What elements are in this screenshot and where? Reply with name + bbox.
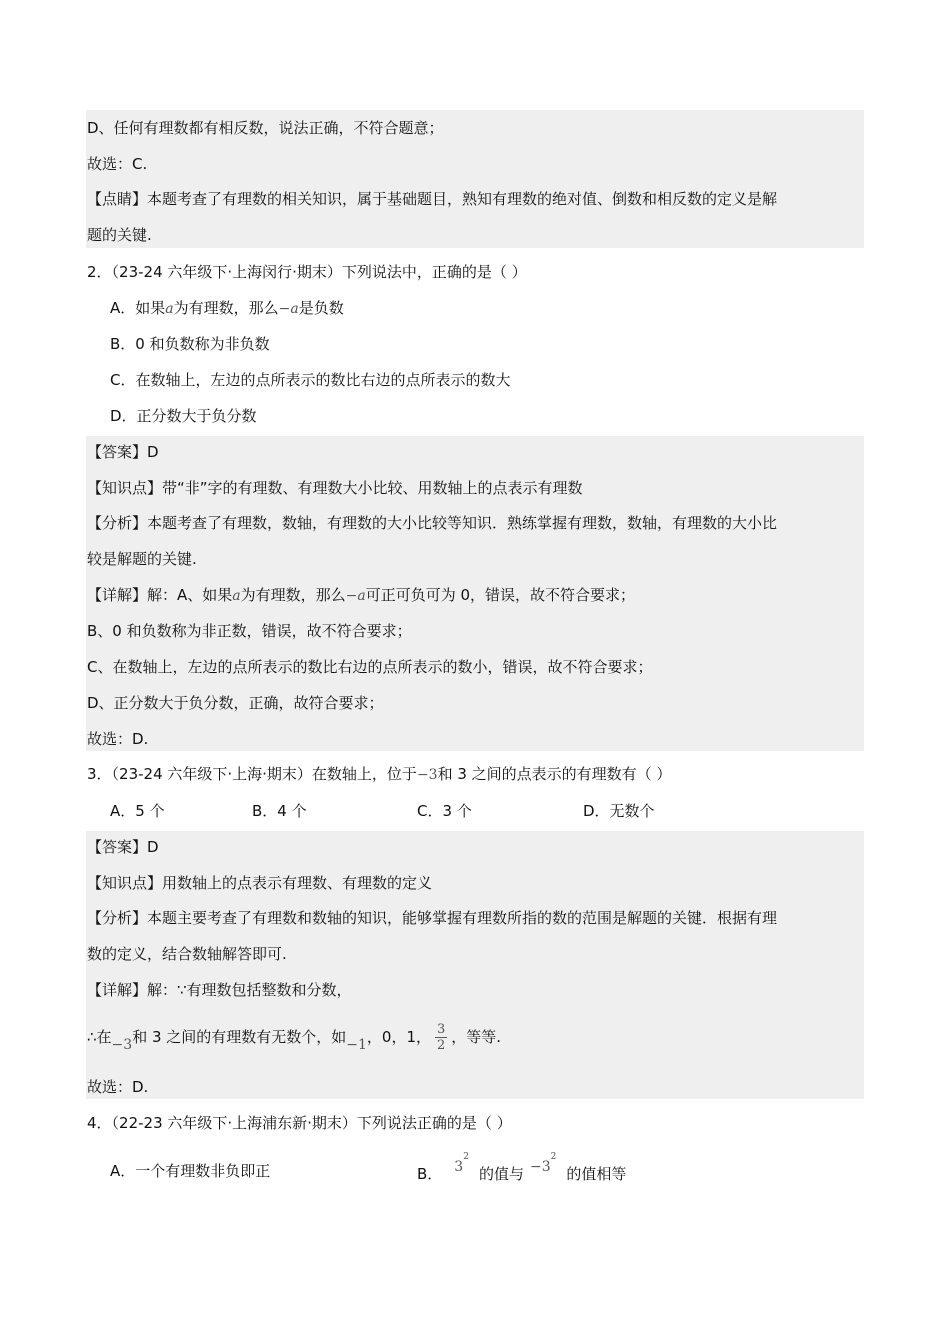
- q3-detail2-post: ，等等.: [451, 1028, 502, 1046]
- q2-analysis-line2: 较是解题的关键.: [87, 550, 197, 568]
- q3-answer: 【答案】D: [87, 838, 159, 856]
- q3-choice: 故选：D.: [87, 1078, 149, 1096]
- q2-option-a-var: a: [165, 301, 174, 317]
- q2-knowledge: 【知识点】带“非”字的有理数、有理数大小比较、用数轴上的点表示有理数: [87, 479, 583, 497]
- q3-option-d: D．无数个: [583, 802, 655, 820]
- q2-option-a-post: 是负数: [298, 299, 344, 317]
- q2-detail-a: [87, 585, 635, 606]
- q3-option-a: A．5 个: [110, 802, 165, 820]
- q2-detail-mid: 为有理数，那么: [240, 586, 346, 604]
- q2-option-b: B．0 和负数称为非负数: [110, 335, 270, 353]
- q4-option-b-pre: B．: [417, 1165, 443, 1183]
- q4-option-b-power1-exp: 2: [463, 1152, 469, 1162]
- q4-option-a: A．一个有理数非负即正: [110, 1162, 271, 1180]
- q3-detail2-neg3: −3: [111, 1037, 133, 1053]
- q3-detail2-mid: 和 3 之间的有理数有无数个，如: [132, 1028, 347, 1046]
- q3-stem: [87, 764, 671, 785]
- q1-choice: 故选：C.: [87, 155, 148, 173]
- q2-analysis-line1: 【分析】本题考查了有理数，数轴，有理数的大小比较等知识．熟练掌握有理数，数轴，有理数的大小比: [87, 514, 778, 532]
- q3-stem-pre: 3．（23-24 六年级下·上海·期末）在数轴上，位于: [87, 765, 417, 783]
- q3-detail-line1: 【详解】解：∵有理数包括整数和分数，: [87, 981, 352, 999]
- q3-option-c: C．3 个: [417, 802, 472, 820]
- q3-option-b: B．4 个: [252, 802, 307, 820]
- q1-comment-line1: 【点睛】本题考查了有理数的相关知识，属于基础题目，熟知有理数的绝对值、倒数和相反数的定义是解: [87, 190, 778, 208]
- q4-stem: 4．（22-23 六年级下·上海浦东新·期末）下列说法正确的是（ ）: [87, 1114, 512, 1132]
- q2-detail-d: D、正分数大于负分数，正确，故符合要求；: [87, 694, 384, 712]
- q1-option-d-explanation: D、任何有理数都有相反数，说法正确，不符合题意；: [87, 119, 444, 137]
- q3-stem-post: 和 3 之间的点表示的有理数有（ ）: [437, 765, 672, 783]
- q3-detail2-neg1: −1: [346, 1037, 367, 1053]
- fraction-numerator: 3: [437, 1022, 446, 1037]
- q4-option-b-power2-base: −3: [529, 1159, 551, 1175]
- q3-analysis-line2: 数的定义，结合数轴解答即可.: [87, 945, 287, 963]
- q3-knowledge: 【知识点】用数轴上的点表示有理数、有理数的定义: [87, 874, 433, 892]
- q3-analysis-line1: 【分析】本题主要考查了有理数和数轴的知识，能够掌握有理数所指的数的范围是解题的关键．根据有理: [87, 909, 778, 927]
- fraction-denominator: 2: [437, 1038, 446, 1053]
- q3-detail2-pre: ∴在: [87, 1028, 112, 1046]
- fraction-three-halves: [435, 1022, 447, 1053]
- q4-option-b-power2-exp: 2: [550, 1152, 557, 1162]
- q4-option-b-power1-base: 3: [454, 1159, 464, 1175]
- answer-block-q3: [86, 831, 864, 1099]
- q2-detail-c: C、在数轴上，左边的点所表示的数比右边的点所表示的数小，错误，故不符合要求；: [87, 658, 653, 676]
- q2-option-a-neg: −a: [278, 301, 299, 317]
- q2-choice: 故选：D.: [87, 730, 149, 748]
- q2-option-a-mid: 为有理数，那么: [173, 299, 279, 317]
- q4-option-b-mid: 的值与: [478, 1165, 524, 1183]
- q4-option-b: [417, 1152, 627, 1185]
- q3-stem-neg3: −3: [416, 767, 438, 783]
- q2-option-c: C．在数轴上，左边的点所表示的数比右边的点所表示的数大: [110, 371, 511, 389]
- q2-detail-post: 可正可负可为 0，错误，故不符合要求；: [365, 586, 636, 604]
- q2-option-a-pre: A．如果: [110, 299, 166, 317]
- q2-option-d: D．正分数大于负分数: [110, 407, 257, 425]
- q2-answer: 【答案】D: [87, 443, 159, 461]
- q2-option-a: [110, 298, 344, 319]
- q2-detail-var: a: [232, 588, 241, 604]
- q2-detail-pre: 【详解】解：A、如果: [87, 586, 233, 604]
- q2-stem: 2．（23-24 六年级下·上海闵行·期末）下列说法中，正确的是（ ）: [87, 263, 527, 281]
- q2-detail-neg: −a: [345, 588, 366, 604]
- q3-detail-line2: [87, 1022, 501, 1053]
- q1-comment-line2: 题的关键.: [87, 226, 152, 244]
- q2-detail-b: B、0 和负数称为非正数，错误，故不符合要求；: [87, 622, 412, 640]
- q3-detail2-list: ，0，1，: [366, 1028, 432, 1046]
- q4-option-b-post: 的值相等: [566, 1165, 627, 1183]
